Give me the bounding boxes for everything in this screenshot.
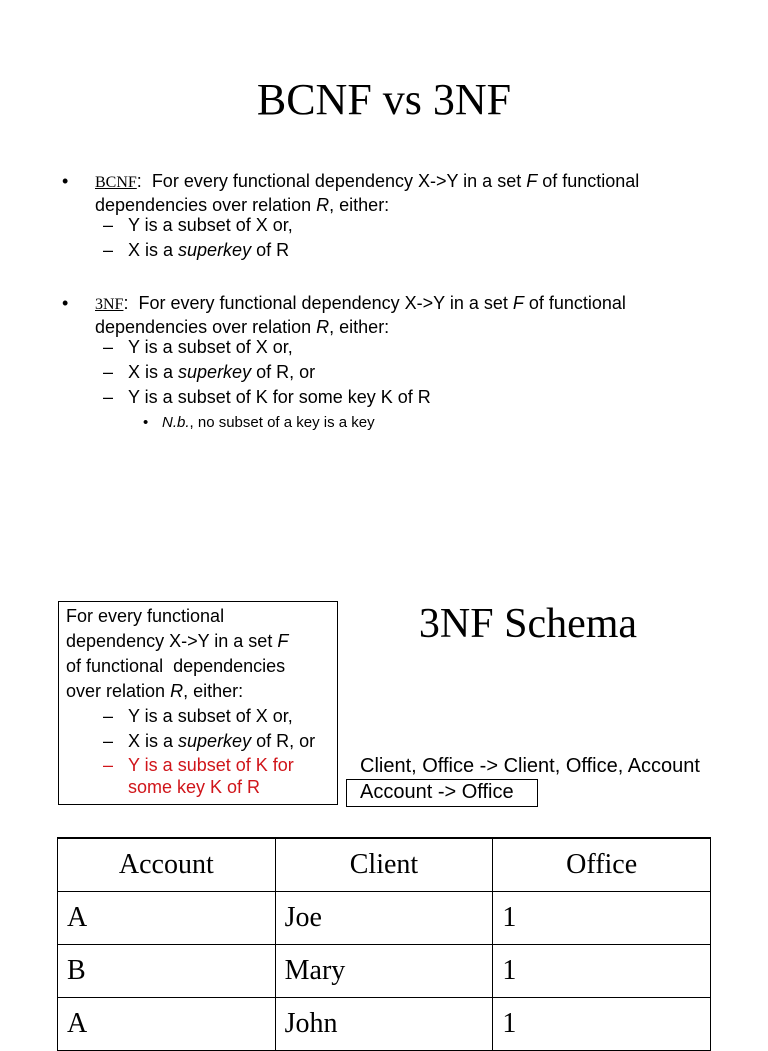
box-line-3: of functional dependencies <box>66 656 286 676</box>
box-item-2-post: of R, or <box>251 731 316 751</box>
3nf-r: R <box>316 317 330 337</box>
3nf-definition-box <box>58 601 338 805</box>
cell-account: B <box>58 945 276 998</box>
3nf-item-2-post: of R, or <box>251 362 316 382</box>
dash: – <box>103 755 114 775</box>
box-item-2 <box>103 729 315 754</box>
box-line-2-pre: dependency X->Y in a set <box>66 631 278 651</box>
box-item-2-em: superkey <box>178 731 252 751</box>
3nf-colon: : <box>123 293 129 313</box>
dash: – <box>103 387 114 407</box>
dash: – <box>103 337 114 357</box>
note-bullet: • <box>143 414 149 431</box>
3nf-item-3 <box>103 385 431 410</box>
bcnf-item-1 <box>103 213 293 238</box>
box-line-2 <box>66 629 336 654</box>
dependency-1: Client, Office -> Client, Office, Account <box>360 755 700 777</box>
schema-table <box>57 837 711 1051</box>
dash: – <box>103 362 114 382</box>
box-item-1 <box>103 704 293 729</box>
bcnf-item-1-text: Y is a subset of X or, <box>128 215 293 235</box>
note-text: , no subset of a key is a key <box>189 414 375 431</box>
3nf-term: 3NF <box>95 296 124 313</box>
box-line-4-pre: over relation <box>66 681 171 701</box>
3nf-text-1: For every functional dependency X->Y in a set <box>128 293 513 313</box>
dash: – <box>103 240 114 260</box>
header-account: Account <box>58 838 276 892</box>
cell-client: John <box>275 998 493 1051</box>
bcnf-item-2-em: superkey <box>178 240 252 260</box>
box-line-4-post: , either: <box>183 681 244 701</box>
cell-client: Joe <box>275 892 493 945</box>
bcnf-term: BCNF <box>95 174 137 191</box>
box-line-4-r: R <box>170 681 184 701</box>
bcnf-text-2: of functional dependencies over relation <box>95 171 640 215</box>
box-item-3-line-1: Y is a subset of K for <box>128 755 294 775</box>
cell-office: 1 <box>493 998 711 1051</box>
3nf-note <box>143 414 375 432</box>
cell-office: 1 <box>493 892 711 945</box>
3nf-item-2 <box>103 360 315 385</box>
bcnf-text-1: For every functional dependency X->Y in a set <box>141 171 527 191</box>
3nf-f: F <box>512 293 524 313</box>
cell-account: A <box>58 892 276 945</box>
header-office: Office <box>493 838 711 892</box>
bcnf-text-3: , either: <box>329 195 390 215</box>
dash: – <box>103 215 114 235</box>
table-row <box>58 892 711 945</box>
3nf-item-1 <box>103 335 293 360</box>
3nf-item-2-em: superkey <box>178 362 252 382</box>
schema-title: 3NF Schema <box>418 601 638 647</box>
3nf-definition <box>95 292 715 338</box>
3nf-bullet: • <box>62 293 69 313</box>
bcnf-r: R <box>316 195 330 215</box>
cell-office: 1 <box>493 945 711 998</box>
box-line-1: For every functional <box>66 606 225 626</box>
bcnf-colon: : <box>136 171 142 191</box>
cell-client: Mary <box>275 945 493 998</box>
table-row <box>58 998 711 1051</box>
dash: – <box>103 706 114 726</box>
bcnf-bullet: • <box>62 171 69 191</box>
3nf-text-3: , either: <box>329 317 390 337</box>
bcnf-f: F <box>526 171 538 191</box>
3nf-text-2: of functional dependencies over relation <box>95 293 626 337</box>
bcnf-item-2-post: of R <box>251 240 290 260</box>
3nf-item-2-pre: X is a <box>128 362 179 382</box>
box-item-1-text: Y is a subset of X or, <box>128 706 293 726</box>
bcnf-item-2-pre: X is a <box>128 240 179 260</box>
dash: – <box>103 731 114 751</box>
box-item-2-pre: X is a <box>128 731 179 751</box>
box-paragraph <box>66 604 336 704</box>
slide-title: BCNF vs 3NF <box>256 75 512 124</box>
3nf-item-3-text: Y is a subset of K for some key K of R <box>128 387 431 407</box>
bcnf-definition <box>95 170 715 216</box>
table-row <box>58 945 711 998</box>
box-item-3-line-2: some key K of R <box>128 777 261 797</box>
header-client: Client <box>275 838 493 892</box>
3nf-item-1-text: Y is a subset of X or, <box>128 337 293 357</box>
box-line-2-f: F <box>277 631 289 651</box>
table-header-row <box>58 838 711 892</box>
box-line-4 <box>66 679 336 704</box>
box-item-3-highlighted <box>103 754 294 798</box>
bcnf-item-2 <box>103 238 289 263</box>
note-em: N.b. <box>162 414 190 431</box>
cell-account: A <box>58 998 276 1051</box>
dependency-2-boxed: Account -> Office <box>346 779 538 807</box>
